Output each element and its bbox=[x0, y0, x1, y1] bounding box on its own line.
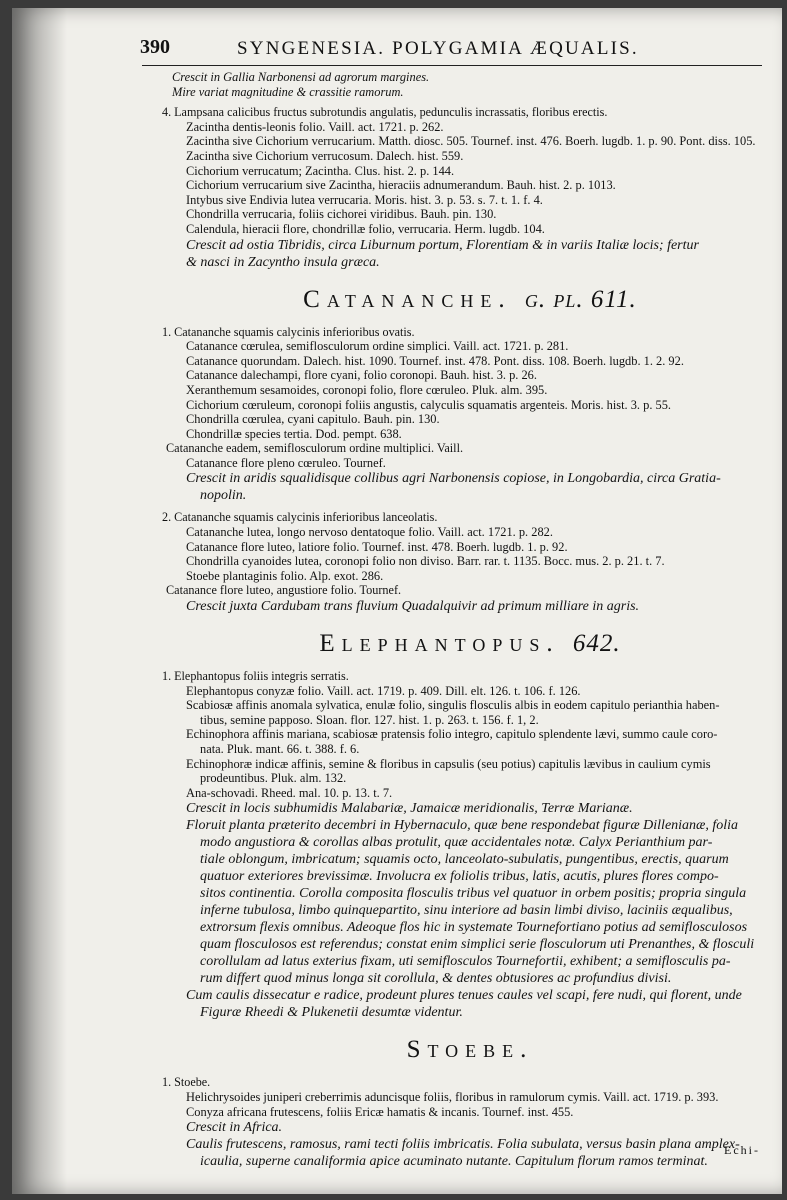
description-line: Caulis frutescens, ramosus, rami tecti foliis imbricatis. Folia subulata, versus basin plana amplex- bbox=[186, 1137, 740, 1153]
habitat-line: Crescit juxta Cardubam trans fluvium Quadalquivir ad primum milliare in agris. bbox=[186, 599, 640, 615]
synonym-line: Xeranthemum sesamoides, coronopi folio, flore cœruleo. Pluk. alm. 395. bbox=[186, 382, 548, 397]
description-line: quam flosculosos est referendus; constat enim simplici serie flosculorum uti Prenanthes, & flosculi bbox=[200, 937, 755, 953]
habitat-line: nopolin. bbox=[200, 488, 247, 504]
synonym-line: Chondrilla cœrulea, cyani capitulo. Bauh. pin. 130. bbox=[186, 412, 440, 427]
genus-heading bbox=[172, 1035, 768, 1065]
synonym-line: tibus, semine papposo. Sloan. flor. 127. hist. 1. p. 263. t. 156. f. 1, 2. bbox=[200, 712, 539, 727]
synonym-line: prodeuntibus. Pluk. alm. 132. bbox=[200, 771, 347, 786]
synonym-line: Zacintha sive Cichorium verrucosum. Dalech. hist. 559. bbox=[186, 148, 464, 163]
variety-line: Catanance flore luteo, angustiore folio. Tournef. bbox=[166, 583, 402, 598]
description-line: quatuor exteriores brevissimæ. Involucra ex foliolis tribus, latis, acutis, plures flores compo- bbox=[200, 869, 719, 885]
synonym-line: Helichrysoides juniperi creberrimis aduncisque foliis, floribus in ramulorum cymis. Vaill. act. 1719. p. 393. bbox=[186, 1089, 719, 1104]
genus-heading bbox=[172, 629, 768, 659]
synonym-line: Calendula, hieracii flore, chondrillæ folio, verrucaria. Herm. lugdb. 104. bbox=[186, 221, 545, 236]
species-title: 1. Catananche squamis calycinis inferioribus ovatis. bbox=[162, 324, 415, 339]
synonym-line: Catananche lutea, longo nervoso dentatoque folio. Vaill. act. 1721. p. 282. bbox=[186, 525, 553, 540]
synonym-line: Ana-schovadi. Rheed. mal. 10. p. 13. t. 7. bbox=[186, 785, 393, 800]
description-line: corollulam ad latus exterius fixam, uti semiflosculos Tournefortii, exhibent; a semiflosculis pa- bbox=[200, 954, 731, 970]
synonym-line: Catanance dalechampi, flore cyani, folio coronopi. Bauh. hist. 3. p. 26. bbox=[186, 368, 537, 383]
habitat-line: Crescit ad ostia Tibridis, circa Liburnum portum, Florentiam & in variis Italiæ locis; fertur bbox=[186, 237, 699, 253]
habitat-line: Crescit in locis subhumidis Malabariæ, Jamaicæ meridionalis, Terræ Marianæ. bbox=[186, 801, 633, 817]
page-body bbox=[162, 70, 768, 1170]
genus-reference: g. pl. 611. bbox=[524, 285, 637, 313]
description-line: rum differt quod minus longa sit corollula, & dentes obtusiores ac profundius divisi. bbox=[200, 971, 672, 987]
species-title: 1. Elephantopus foliis integris serratis. bbox=[162, 669, 349, 684]
synonym-line: nata. Pluk. mant. 66. t. 388. f. 6. bbox=[200, 742, 360, 756]
synonym-line: Elephantopus conyzæ folio. Vaill. act. 1719. p. 409. Dill. elt. 126. t. 106. f. 126. bbox=[186, 683, 581, 698]
synonym-line: Zacintha sive Cichorium verrucarium. Matth. diosc. 505. Tournef. inst. 476. Boerh. lugdb. 1. p. 90. Pont. diss. 105. bbox=[186, 134, 756, 149]
genus-name: Catananche. bbox=[303, 285, 512, 313]
synonym-line: Scabiosæ affinis anomala sylvatica, enulæ folio, singulis flosculis albis in eodem capitulo perianthia haben- bbox=[186, 698, 720, 713]
genus-name: Stoebe. bbox=[406, 1036, 534, 1064]
synonym-line: Echinophora affinis mariana, scabiosæ pratensis folio integro, capitulo splendente lævi, summo caule coro- bbox=[186, 727, 718, 742]
genus-reference: 642. bbox=[572, 630, 621, 658]
synonym-line: Catanance flore luteo, latiore folio. Tournef. inst. 478. Boerh. lugdb. 1. p. 92. bbox=[186, 539, 568, 554]
description-line: Cum caulis dissecatur e radice, prodeunt plures tenues caules vel scapi, fere nudi, qui florent, unde bbox=[186, 988, 742, 1004]
book-page bbox=[12, 8, 782, 1194]
header-rule bbox=[142, 65, 762, 66]
synonym-line: Cichorium verrucarium sive Zacintha, hieraciis adnumerandum. Bauh. hist. 2. p. 1013. bbox=[186, 178, 616, 193]
synonym-line: Chondrillæ species tertia. Dod. pempt. 638. bbox=[186, 426, 402, 441]
synonym-line: Catanance quorundam. Dalech. hist. 1090. Tournef. inst. 478. Pont. diss. 108. Boerh. lugdb. 1. 2. 92. bbox=[186, 353, 684, 368]
page-header bbox=[142, 38, 762, 64]
description-line: Figuræ Rheedi & Plukenetii desumtæ videntur. bbox=[200, 1005, 463, 1021]
text-line: Mire variat magnitudine & crassitie ramorum. bbox=[172, 84, 404, 99]
running-title: SYNGENESIA. POLYGAMIA ÆQUALIS. bbox=[237, 38, 639, 59]
synonym-line: Zacintha dentis-leonis folio. Vaill. act. 1721. p. 262. bbox=[186, 119, 444, 134]
synonym-line: Cichorium verrucatum; Zacintha. Clus. hist. 2. p. 144. bbox=[186, 163, 455, 178]
description-line: Floruit planta præterito decembri in Hybernaculo, quæ bene respondebat figuræ Dillenianæ, folia bbox=[186, 818, 739, 834]
species-title: 2. Catananche squamis calycinis inferioribus lanceolatis. bbox=[162, 510, 438, 525]
synonym-line: Stoebe plantaginis folio. Alp. exot. 286. bbox=[186, 568, 384, 583]
variety-line: Catanance flore pleno cœruleo. Tournef. bbox=[186, 455, 386, 470]
variety-line: Catananche eadem, semiflosculorum ordine multiplici. Vaill. bbox=[166, 441, 464, 456]
habitat-line: Crescit in Africa. bbox=[186, 1120, 283, 1136]
description-line: tiale oblongum, imbricatum; squamis octo, lanceolato-subulatis, pungentibus, erectis, quarum bbox=[200, 852, 729, 868]
synonym-line: Chondrilla verrucaria, foliis cichorei viridibus. Bauh. pin. 130. bbox=[186, 207, 497, 222]
synonym-line: Cichorium cœruleum, coronopi foliis angustis, calyculis squamatis argenteis. Moris. hist. 3. p. 55. bbox=[186, 397, 672, 412]
habitat-line: & nasci in Zacyntho insula græca. bbox=[186, 254, 380, 270]
description-line: extrorsum flexis omnibus. Adeoque flos hic in systemate Tournefortiano potius ad semiflosculosos bbox=[200, 920, 748, 936]
habitat-line: Crescit in aridis squalidisque collibus agri Narbonensis copiose, in Longobardia, circa Gratia- bbox=[186, 471, 721, 487]
synonym-line: Conyza africana frutescens, foliis Ericæ hamatis & incanis. Tournef. inst. 455. bbox=[186, 1104, 574, 1119]
description-line: modo angustiora & corollas albas protulit, quæ accidentales notæ. Calyx Perianthium par- bbox=[200, 835, 713, 851]
description-line: icaulia, superne canaliformia apice acuminato nutante. Capitulum florum ramos terminat. bbox=[200, 1154, 708, 1170]
genus-name: Elephantopus. bbox=[319, 630, 560, 658]
synonym-line: Intybus sive Endivia lutea verrucaria. Moris. hist. 3. p. 53. s. 7. t. 1. f. 4. bbox=[186, 192, 543, 207]
text-line: Crescit in Gallia Narbonensi ad agrorum margines. bbox=[172, 70, 430, 84]
description-line: inferne tubulosa, limbo quinquepartito, sinu interiore ad basin limbi diviso, laciniis æqualibus, bbox=[200, 903, 733, 919]
species-title: 1. Stoebe. bbox=[162, 1075, 211, 1090]
synonym-line: Echinophoræ indicæ affinis, semine & floribus in capsulis (seu potius) capitulis lævibus in caulium cymis bbox=[186, 756, 711, 771]
page-number: 390 bbox=[140, 36, 170, 58]
synonym-line: Chondrilla cyanoides lutea, coronopi folio non diviso. Barr. rar. t. 1135. Bocc. mus. 2. p. 21. t. 7. bbox=[186, 554, 665, 569]
catchword: Echi- bbox=[724, 1143, 760, 1157]
species-title: 4. Lampsana calicibus fructus subrotundis angulatis, pedunculis incrassatis, floribus erectis. bbox=[162, 105, 608, 120]
genus-heading bbox=[172, 285, 768, 315]
synonym-line: Catanance cœrulea, semiflosculorum ordine simplici. Vaill. act. 1721. p. 281. bbox=[186, 339, 569, 354]
description-line: sitos continentia. Corolla composita flosculis tribus vel quatuor in orbem positis; propria singula bbox=[200, 886, 747, 902]
